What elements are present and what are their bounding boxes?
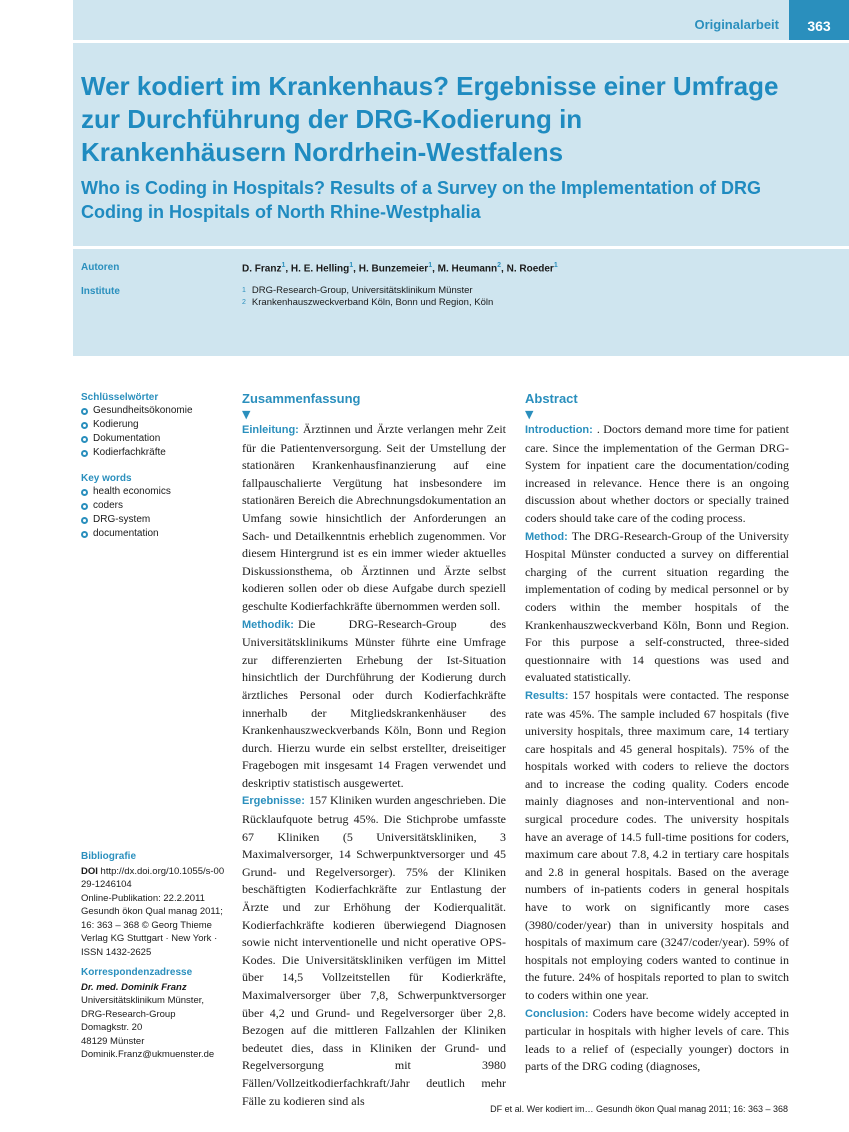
author-block: [73, 249, 849, 356]
author-separator: ,: [432, 263, 438, 275]
title-english: Who is Coding in Hospitals? Results of a Survey on the Implementation of DRG Coding in Hospitals of North Rhine-Westphalia: [81, 178, 762, 222]
online-publication: Online-Publikation: 22.2.2011: [81, 892, 205, 904]
bibliography-heading: Bibliografie: [81, 851, 137, 862]
keyword-de-item[interactable]: [81, 404, 226, 418]
keyword-de-label: Kodierfachkräfte: [93, 447, 166, 458]
author-name: H. E. Helling: [290, 263, 350, 275]
keywords-de-list: [81, 404, 226, 460]
address-line: Domagkstr. 20: [81, 1022, 143, 1033]
address-line: DRG-Research-Group: [81, 1008, 176, 1020]
abstract-paragraph: [525, 421, 789, 528]
zusammenfassung-paragraph: [242, 792, 506, 1110]
abstract-paragraph: [525, 1005, 789, 1076]
zusammenfassung-body: [242, 421, 506, 1110]
zusammenfassung-column: [242, 390, 506, 1110]
keyword-de-item[interactable]: [81, 446, 226, 460]
institutes-label: Institute: [81, 286, 120, 297]
author-affiliation: 1: [281, 262, 286, 269]
keyword-en-item[interactable]: [81, 485, 226, 499]
bullet-icon: [81, 422, 88, 429]
keyword-en-item[interactable]: [81, 513, 226, 527]
correspondence-name: Dr. med. Dominik Franz: [81, 981, 187, 993]
institute-number: 2: [242, 299, 246, 306]
author-affiliation: 1: [428, 262, 433, 269]
correspondence-address: [81, 994, 229, 1062]
keywords-de-heading: Schlüsselwörter: [81, 392, 159, 403]
zusammenfassung-paragraph: [242, 421, 506, 616]
footer-citation: DF et al. Wer kodiert im… Gesundh ökon Qual manag 2011; 16: 363 – 368: [490, 1104, 788, 1114]
author-name: H. Bunzemeier: [358, 263, 429, 275]
title-german: Wer kodiert im Krankenhaus? Ergebnisse einer Umfrage zur Durchführung der DRG-Kodierung in Krankenhäusern Nordrhein-Westfalens: [81, 71, 779, 167]
bullet-icon: [81, 503, 88, 510]
keyword-en-item[interactable]: [81, 499, 226, 513]
keyword-de-item[interactable]: [81, 432, 226, 446]
abstract-subheading: Introduction:: [525, 424, 593, 436]
abstract-column: [525, 390, 789, 1076]
section-label: Originalarbeit: [694, 17, 779, 32]
authors-line: [242, 262, 558, 274]
bullet-icon: [81, 450, 88, 457]
page-number: 363: [789, 0, 849, 40]
author-separator: ,: [285, 263, 291, 275]
zusammenfassung-paragraph: [242, 616, 506, 793]
keyword-de-item[interactable]: [81, 418, 226, 432]
doi-label: DOI: [81, 865, 98, 877]
abstract-text: . Doctors demand more time for patient care. Since the implementation of the German DRG-System for inpatient care the documentation/coding increased in relevance. Hence there is an ongoing discussion about whether doctors or specially trained coders should take care of the coding process.: [525, 422, 789, 525]
keyword-en-label: DRG-system: [93, 514, 151, 525]
abstract-heading: Abstract: [525, 391, 578, 406]
bullet-icon: [81, 517, 88, 524]
doi-link[interactable]: http://dx.doi.org/10.1055/s-0029-1246104: [81, 865, 225, 890]
address-line: 48129 Münster: [81, 1035, 145, 1047]
correspondence: [81, 966, 229, 1062]
keyword-en-label: health economics: [93, 486, 171, 497]
bullet-icon: [81, 489, 88, 496]
keyword-de-label: Kodierung: [93, 419, 139, 430]
zusammenfassung-text: Ärztinnen und Ärzte verlangen mehr Zeit für die Patientenversorgung. Seit der Umstellung der stationären Krankenhausfinanzierung auf eine fallpauschalierte Vergütung hat insbesondere im stationären Bereich die Abrechnungsdokumentation an Umfang sowie hinsichtlich der Anforderungen an Sach- und Detailkenntnis erheblich zugenommen. Vor diesem Hintergrund ist es ein immer wieder aktuelles Diskussionsthema, ob Ärztinnen und Ärzte selbst kodieren sollen oder ob diese Aufgabe durch speziell geschulte Kodierfachkräfte übernommen werden soll.: [242, 422, 506, 613]
address-line: Universitätsklinikum Münster,: [81, 995, 205, 1006]
zusammenfassung-text: 157 Kliniken wurden angeschrieben. Die Rücklaufquote betrug 45%. Die Stichprobe umfasste 67 Kliniken (5 Universitätskliniken, 3 Maximalversorger, 14 Schwerpunktversorger und 45 Grund- und Regelversorger). 75% der Kliniken beschäftigten Kodierfachkräfte zur Entlastung der Ärzte und zur Erhöhung der Kodierqualität. Kodierfachkräfte kodieren überwiegend Diagnosen sowie nicht interventionelle und nicht operative OPS-Kodes. Die Universitätskliniken verfügen im Mittel über 14,5 Vollzeitstellen für Kodierkräfte, Maximalversorger über 7,8, Schwerpunktversorger über 4,2 und Grund- und Regelversorger über 2,8. Bezogen auf die mittleren Fallzahlen der Kliniken bedeutet dies, dass in Kliniken der Grund- und Regelversorgung mit 3980 Fällen/Vollzeitkodierfachkraft/Jahr deutlich mehr Fälle zu kodieren sind als: [242, 793, 506, 1108]
keyword-en-item[interactable]: [81, 527, 226, 541]
institute-item: [242, 285, 493, 297]
institute-text: DRG-Research-Group, Universitätsklinikum Münster: [251, 285, 473, 296]
abstract-paragraph: [525, 687, 789, 1005]
journal-citation: Gesundh ökon Qual manag 2011; 16: 363 – 368 © Georg Thieme Verlag KG Stuttgart · New York · ISSN 1432-2625: [81, 906, 223, 958]
keywords-en-heading: Key words: [81, 473, 132, 484]
doi-line: [81, 865, 229, 892]
author-name: N. Roeder: [506, 263, 554, 275]
bibliography: [81, 850, 229, 1062]
bullet-icon: [81, 531, 88, 538]
abstract-subheading: Conclusion:: [525, 1007, 589, 1020]
abstract-text: The DRG-Research-Group of the University Hospital Münster conducted a survey on differential charging of the current situation regarding the implementation of coding by medical personnel or by coders within the member hospitals of the Krankenhauszweckverband Köln, Bonn und Region. For this purpose a self-constructed, three-sided questionnaire with 14 questions was used and evaluated statistically.: [525, 528, 789, 685]
keywords-en-list: [81, 485, 226, 541]
keyword-de-label: Gesundheitsökonomie: [93, 405, 193, 416]
zusammenfassung-subheading: Einleitung:: [242, 424, 299, 436]
address-line: Dominik.Franz@ukmuenster.de: [81, 1049, 215, 1060]
correspondence-heading: Korrespondenzadresse: [81, 967, 193, 978]
author-affiliation: 1: [553, 262, 558, 269]
authors-label: Autoren: [81, 262, 120, 273]
abstract-subheading: Method:: [525, 530, 568, 543]
institutes-list: [242, 285, 493, 309]
title-block: [73, 43, 849, 246]
triangle-marker-icon: ▼: [242, 408, 251, 421]
abstract-body: [525, 421, 789, 1076]
author-name: M. Heumann: [437, 263, 498, 275]
author-separator: ,: [501, 263, 507, 275]
institute-text: Krankenhauszweckverband Köln, Bonn und Region, Köln: [251, 297, 494, 308]
zusammenfassung-heading: Zusammenfassung: [242, 391, 361, 406]
author-affiliation: 2: [497, 262, 502, 269]
institute-number: 1: [242, 287, 246, 294]
bullet-icon: [81, 408, 88, 415]
author-separator: ,: [353, 263, 359, 275]
institute-item: [242, 297, 493, 309]
bullet-icon: [81, 436, 88, 443]
abstract-paragraph: [525, 528, 789, 687]
keyword-en-label: documentation: [93, 528, 159, 539]
triangle-marker-icon: ▼: [525, 408, 534, 421]
author-name: D. Franz: [242, 263, 282, 275]
keyword-de-label: Dokumentation: [93, 433, 161, 444]
abstract-text: Coders have become widely accepted in particular in hospitals with higher levels of care. This leads to a relief of (especially younger) doctors in parts of the DRG coding (diagnoses,: [525, 1005, 789, 1074]
author-affiliation: 1: [349, 262, 354, 269]
zusammenfassung-subheading: Methodik:: [242, 618, 294, 631]
zusammenfassung-text: Die DRG-Research-Group des Universitätsklinikums Münster führte eine Umfrage zur differenzierten Erhebung der Ist-Situation hinsichtlich der Durchführung der Kodierung durch ärztliches Personal oder durch Kodierfachkräfte innerhalb der Mitgliedskrankenhäuser des Krankenhauszweckverbands Köln, Bonn und Region durch. Hierzu wurde ein selbst erstellter, dreiseitiger Fragebogen mit insgesamt 14 Fragen verwendet und deskriptiv statistisch ausgewertet.: [242, 616, 506, 790]
abstract-subheading: Results:: [525, 689, 569, 702]
keyword-en-label: coders: [93, 500, 124, 511]
abstract-text: 157 hospitals were contacted. The response rate was 45%. The sample included 67 hospitals (five university hospitals, three maximum care, 14 tertiary care hospitals and 45 general hospitals). 75% of the hospitals worked with coders to relieve the doctors and to increase the coding quality. Coders encode mainly diagnoses and non-interventional and non-surgical procedure codes. The university hospitals have an average of 14.5 full-time positions for coders, maximum care about 7.8, 4.2 in tertiary care hospitals and 2.8 in general hospitals. Based on the average numbers of in-patients coders in general hospitals have to work on significantly more cases (3980/coder/year) than in university hospitals and hospitals of maximum care (3247/coder/year). 59% of hospitals not employing coders wanted to continue in the future. 24% of hospitals reported to plan to switch to coders within one year.: [525, 687, 789, 1002]
zusammenfassung-subheading: Ergebnisse:: [242, 795, 305, 808]
sidebar: [81, 392, 226, 541]
running-header: [73, 0, 849, 40]
